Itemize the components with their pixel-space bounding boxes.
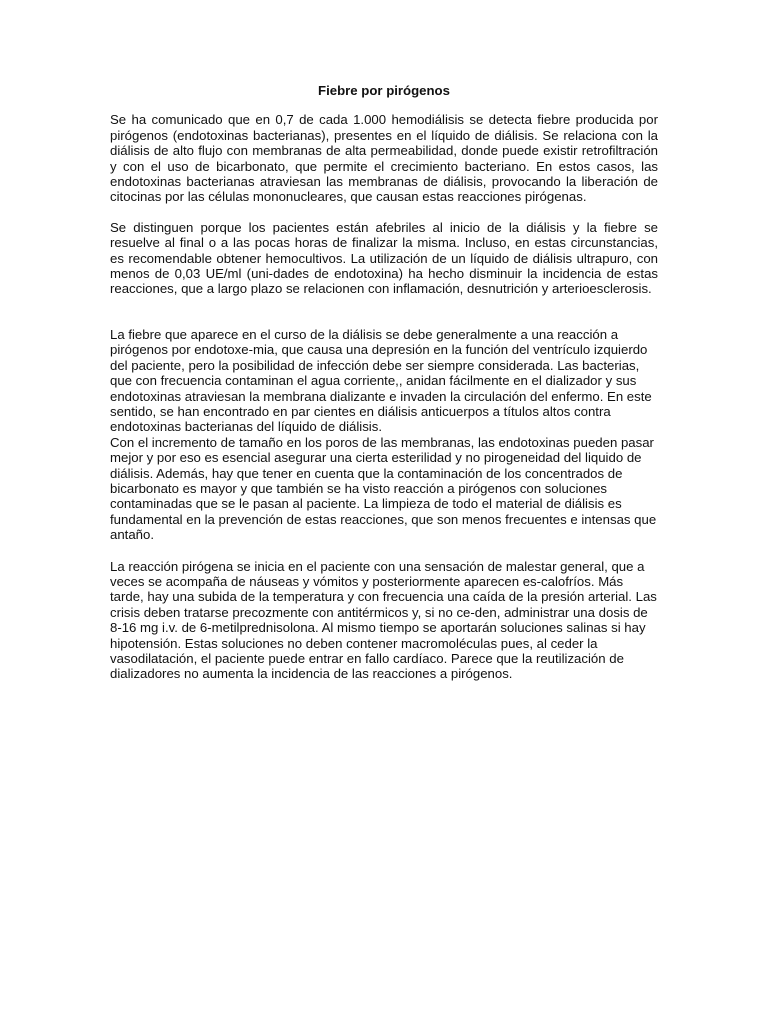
paragraph-1: Se ha comunicado que en 0,7 de cada 1.000 hemodiálisis se detecta fiebre producida por pirógenos (endotoxinas bacterianas), presentes en el líquido de diálisis. Se relaciona con la diálisis de alto flujo con membranas de alta permeabilidad, donde puede existir retrofiltración y con el uso de bicarbonato, que permite el crecimiento bacteriano. En estos casos, las endotoxinas bacterianas atraviesan las membranas de diálisis, provocando la liberación de citocinas por las células mononucleares, que causan estas reacciones pirógenas.: [110, 112, 658, 205]
document-title: Fiebre por pirógenos: [318, 83, 450, 98]
paragraph-3: La fiebre que aparece en el curso de la diálisis se debe generalmente a una reacción a pirógenos por endotoxe-mia, que causa una depresión en la función del ventrículo izquierdo del paciente, pero la posibilidad de infección debe ser siempre considerada. Las bacterias, que con frecuencia contaminan el agua corriente,, anidan fácilmente en el dializador y sus endotoxinas atraviesan la membrana dializante e invaden la circulación del enfermo. En este sentido, se han encontrado en par cientes en diálisis anticuerpos a títulos altos contra endotoxinas bacterianas del líquido de diálisis. Con el incremento de tamaño en los poros de las membranas, las endotoxinas pueden pasar mejor y por eso es esencial asegurar una cierta esterilidad y no pirogeneidad del liquido de diálisis. Además, hay que tener en cuenta que la contaminación de los concentrados de bicarbonato es mayor y que también se ha visto reacción a pirógenos con soluciones contaminadas que se le pasan al paciente. La limpieza de todo el material de diálisis es fundamental en la prevención de estas reacciones, que son menos frecuentes e intensas que antaño.: [110, 326, 657, 543]
document-page: [110, 83, 658, 682]
paragraph-4: La reacción pirógena se inicia en el paciente con una sensación de malestar general, que a veces se acompaña de náuseas y vómitos y posteriormente aparecen es-calofríos. Más tarde, hay una subida de la temperatura y con frecuencia una caída de la presión arterial. Las crisis deben tratarse precozmente con antitérmicos y, si no ce-den, administrar una dosis de 8-16 mg i.v. de 6-metilprednisolona. Al mismo tiempo se aportarán soluciones salinas si hay hipotensión. Estas soluciones no deben contener macromoléculas pues, al ceder la vasodilatación, el paciente puede entrar en fallo cardíaco. Parece que la reutilización de dializadores no aumenta la incidencia de las reacciones a pirógenos.: [110, 558, 657, 682]
paragraph-2: Se distinguen porque los pacientes están afebriles al inicio de la diálisis y la fiebre se resuelve al final o a las pocas horas de finalizar la misma. Incluso, en estas circunstancias, es recomendable obtener hemocultivos. La utilización de un líquido de diálisis ultrapuro, con menos de 0,03 UE/ml (uni-dades de endotoxina) ha hecho disminuir la incidencia de estas reacciones, que a largo plazo se relacionen con inflamación, desnutrición y arterioesclerosis.: [110, 219, 658, 297]
